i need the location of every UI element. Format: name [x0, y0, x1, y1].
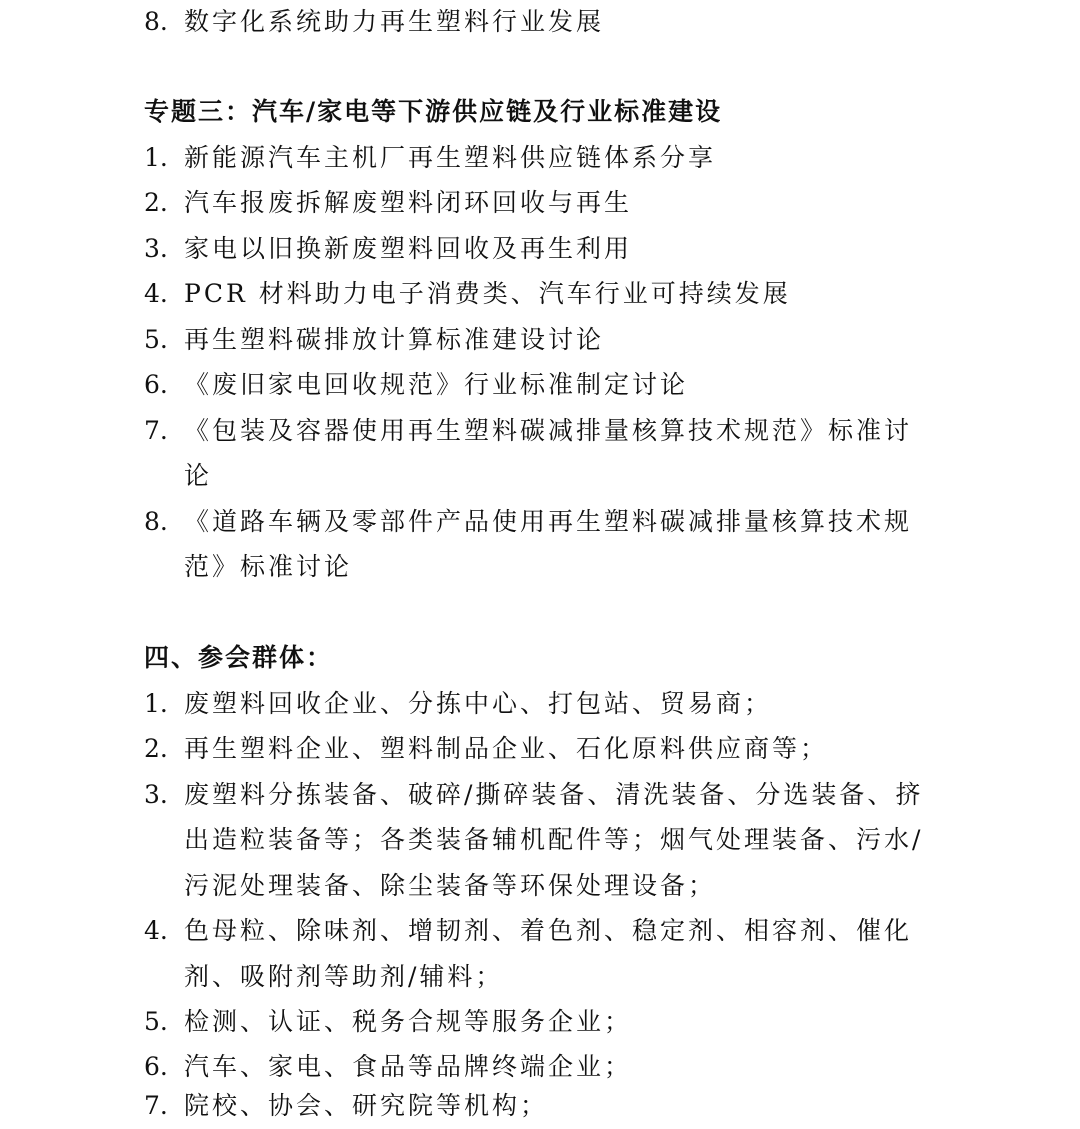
- list-item: [144, 682, 964, 726]
- item-text: 院校、协会、研究院等机构；: [184, 1091, 549, 1120]
- list-item: [144, 773, 964, 817]
- list-item: [144, 409, 964, 453]
- item-text: 《道路车辆及零部件产品使用再生塑料碳减排量核算技术规: [184, 507, 913, 536]
- item-text: 色母粒、除味剂、增韧剂、着色剂、稳定剂、相容剂、催化: [184, 916, 913, 945]
- item-number: 3.: [144, 780, 168, 809]
- list-item: [144, 318, 964, 362]
- list-item-continuation: 剂、吸附剂等助剂/辅料；: [184, 962, 504, 991]
- list-item-continuation: 出造粒装备等；各类装备辅机配件等；烟气处理装备、污水/: [184, 825, 924, 854]
- item-number: 1.: [144, 689, 168, 718]
- item-number: 5.: [144, 1007, 168, 1036]
- list-item: [144, 1045, 964, 1089]
- item-text: 汽车、家电、食品等品牌终端企业；: [184, 1052, 633, 1081]
- list-item: [144, 909, 964, 953]
- item-number: 7.: [144, 416, 168, 445]
- item-number: 8.: [144, 7, 168, 36]
- list-item: [144, 227, 964, 271]
- item-number: 5.: [144, 325, 168, 354]
- item-number: 2.: [144, 188, 168, 217]
- list-item: [144, 136, 964, 180]
- item-number: 1.: [144, 143, 168, 172]
- list-item: [144, 1084, 964, 1128]
- list-item: [144, 500, 964, 544]
- item-text: 再生塑料企业、塑料制品企业、石化原料供应商等；: [184, 734, 829, 763]
- list-item-continuation: 范》标准讨论: [184, 552, 353, 581]
- item-number: 6.: [144, 370, 168, 399]
- item-text: PCR 材料助力电子消费类、汽车行业可持续发展: [184, 279, 791, 308]
- item-number: 4.: [144, 916, 168, 945]
- item-number: 3.: [144, 234, 168, 263]
- list-item-continuation: 污泥处理装备、除尘装备等环保处理设备；: [184, 871, 717, 900]
- list-item: [144, 1000, 964, 1044]
- item-text: 检测、认证、税务合规等服务企业；: [184, 1007, 633, 1036]
- list-item: [144, 727, 964, 771]
- section4-heading: 四、参会群体：: [144, 643, 334, 672]
- item-number: 4.: [144, 279, 168, 308]
- list-item: [144, 181, 964, 225]
- item-number: 8.: [144, 507, 168, 536]
- item-number: 2.: [144, 734, 168, 763]
- item-text: 《废旧家电回收规范》行业标准制定讨论: [184, 370, 689, 399]
- item-text: 家电以旧换新废塑料回收及再生利用: [184, 234, 633, 263]
- list-item-continuation: 论: [184, 461, 213, 490]
- item-number: 6.: [144, 1052, 168, 1081]
- topic3-heading: 专题三：汽车/家电等下游供应链及行业标准建设: [144, 97, 723, 126]
- item-text: 《包装及容器使用再生塑料碳减排量核算技术规范》标准讨: [184, 416, 913, 445]
- item-text: 废塑料分拣装备、破碎/撕碎装备、清洗装备、分选装备、挤: [184, 780, 924, 809]
- list-item: [144, 363, 964, 407]
- item-text: 新能源汽车主机厂再生塑料供应链体系分享: [184, 143, 717, 172]
- list-item: [144, 0, 964, 44]
- item-number: 7.: [144, 1091, 168, 1120]
- item-text: 汽车报废拆解废塑料闭环回收与再生: [184, 188, 633, 217]
- item-text: 废塑料回收企业、分拣中心、打包站、贸易商；: [184, 689, 773, 718]
- list-item: [144, 272, 964, 316]
- item-text: 数字化系统助力再生塑料行业发展: [184, 7, 605, 36]
- item-text: 再生塑料碳排放计算标准建设讨论: [184, 325, 605, 354]
